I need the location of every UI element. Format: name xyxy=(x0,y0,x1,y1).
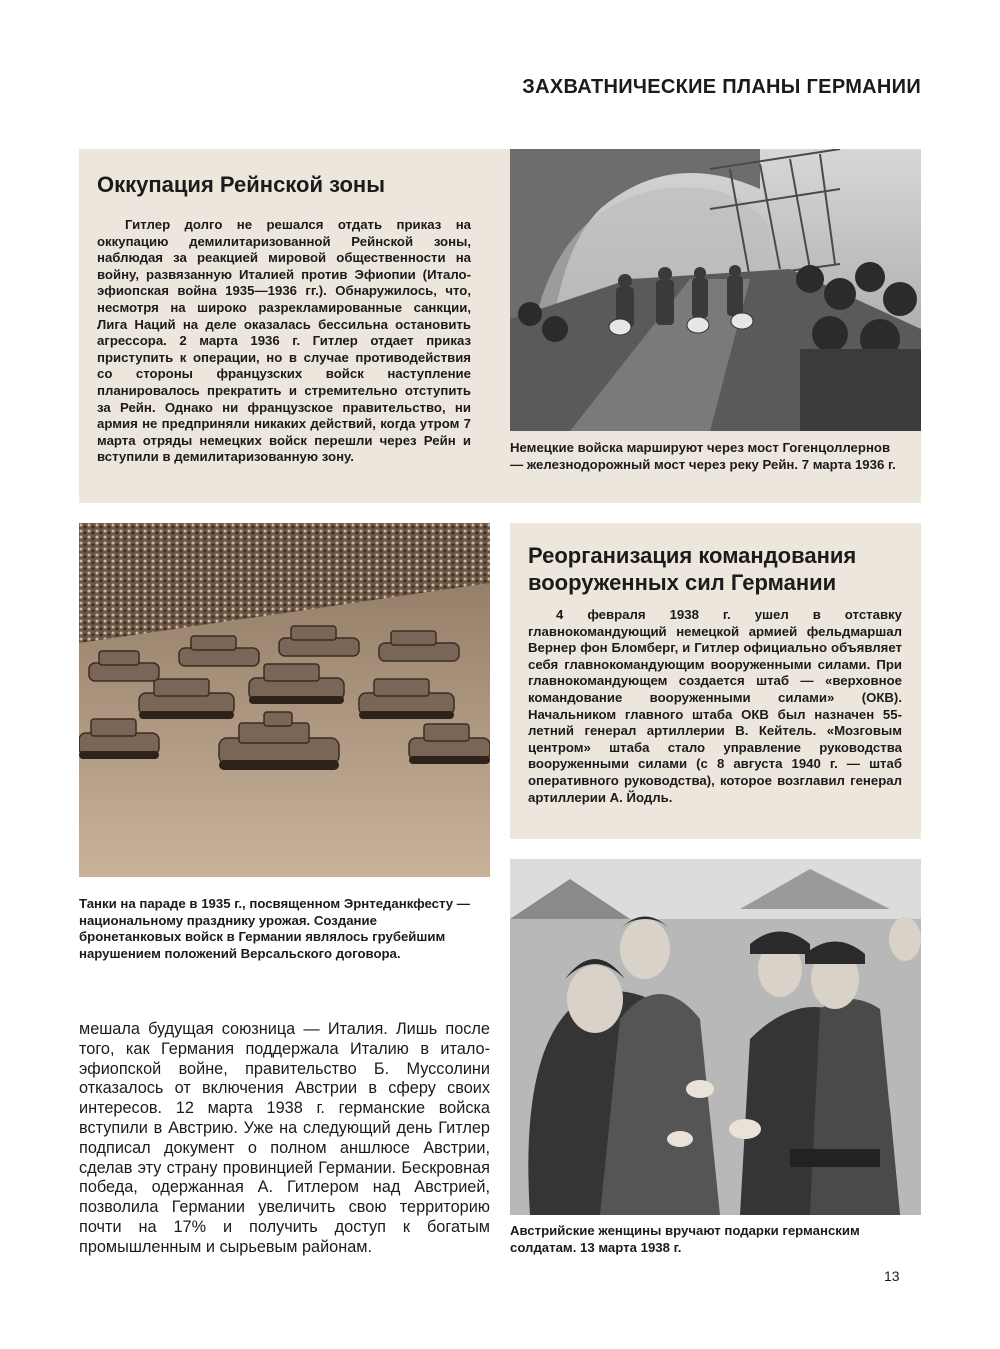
austria-caption: Австрийские женщины вручают подарки германским солдатам. 13 марта 1938 г. xyxy=(510,1223,860,1255)
reorganization-heading: Реорганизация командования вооруженных сил Германии xyxy=(528,543,857,595)
tanks-caption: Танки на параде в 1935 г., посвященном Эрнтеданкфесту — национальному празднику урожая. Создание бронетанковых войск в Германии являлось грубейшим нарушением положений Версальского договора. xyxy=(79,896,470,961)
rhineland-heading: Оккупация Рейнской зоны xyxy=(97,172,385,197)
reorganization-text: 4 февраля 1938 г. ушел в отставку главнокомандующий немецкой армией фельдмаршал Вернер фон Бломберг, и Гитлер официально объявляет себя главнокомандующим вооруженными силами. При главнокомандующем создается штаб — «верховное командование вооруженными силами» (ОКВ). Начальником главного штаба ОКВ был назначен 55-летний генерал артиллерии В. Кейтель. «Мозговым центром» штаба стало управление руководства вооруженными силами (с 8 августа 1940 г. — штаб оперативного руководства), которое возглавил генерал артиллерии А. Йодль. xyxy=(528,607,902,805)
page-number: 13 xyxy=(884,1268,900,1284)
tanks-photo xyxy=(79,523,490,877)
bridge-photo xyxy=(510,149,921,431)
main-text: мешала будущая союзница — Италия. Лишь после того, как Германия поддержала Италию в итало-эфиопской войне, правительство Б. Муссолини отказалось от включения Австрии в сферу своих интересов. 12 марта 1938 г. германские войска вступили в Австрию. Уже на следующий день Гитлер подписал документ о полном аншлюсе Австрии, сделав эту страну провинцией Германии. Бескровная победа, одержанная А. Гитлером над Австрией, позволила Германии увеличить свою территорию почти на 17% и получить доступ к богатым промышленным и сырьевым районам. xyxy=(79,1020,490,1256)
rhineland-text: Гитлер долго не решался отдать приказ на оккупацию демилитаризованной Рейнской зоны, наблюдая за реакцией мировой общественности на войну, развязанную Италией против Эфиопии (Итало-эфиопская война 1935—1936 гг.). Обнаружилось, что, несмотря на широко разрекламированные санкции, Лига Наций на деле оказалась бессильна остановить агрессора. 2 марта 1936 г. Гитлер отдает приказ приступить к операции, но в случае противодействия со стороны французских войск наступление планировалось прекратить и стремительно отступить за Рейн. Однако ни французское правительство, ни армия не предприняли никаких действий, когда утром 7 марта отряды немецких войск перешли через Рейн и вступили в демилитаризованную зону. xyxy=(97,217,471,465)
austria-photo xyxy=(510,859,921,1215)
section-title: ЗАХВАТНИЧЕСКИЕ ПЛАНЫ ГЕРМАНИИ xyxy=(522,76,921,98)
bridge-caption: Немецкие войска маршируют через мост Гогенцоллернов — железнодорожный мост через реку Рейн. 7 марта 1936 г. xyxy=(510,440,896,472)
